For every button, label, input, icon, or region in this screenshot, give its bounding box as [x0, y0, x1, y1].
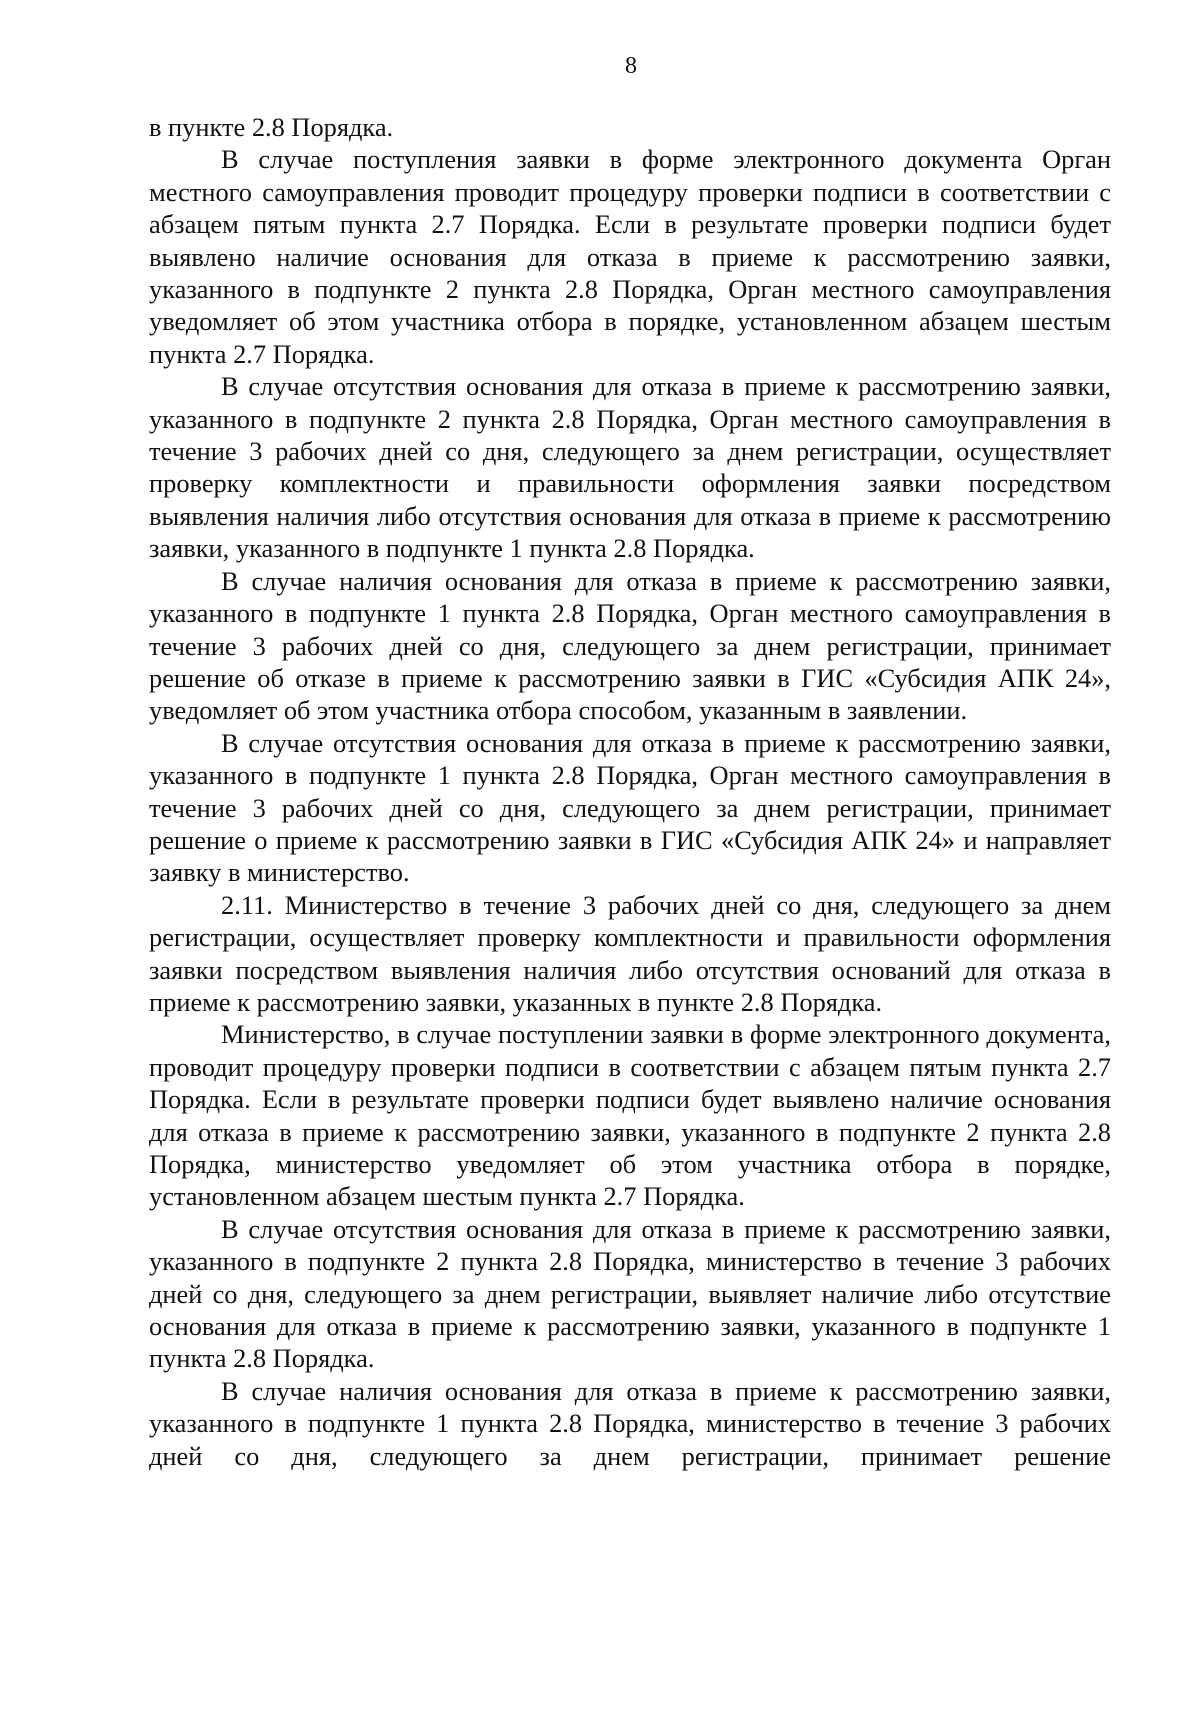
paragraph: В случае отсутствия основания для отказа в приеме к рассмотрению заявки, указанного в подпункте 1 пункта 2.8 Порядка, Орган местного самоуправления в течение 3 рабочих дней со дня, следующего за днем регистрации, принимает решение о приеме к рассмотрению заявки в ГИС «Субсидия АПК 24» и направляет заявку в министерство. [149, 727, 1111, 888]
paragraph: В случае поступления заявки в форме электронного документа Орган местного самоуправления проводит процедуру проверки подписи в соответствии с абзацем пятым пункта 2.7 Порядка. Если в результате проверки подписи будет выявлено наличие основания для отказа в приеме к рассмотрению заявки, указанного в подпункте 2 пункта 2.8 Порядка, Орган местного самоуправления уведомляет об этом участника отбора в порядке, установленном абзацем шестым пункта 2.7 Порядка. [149, 144, 1111, 369]
document-body [149, 111, 1111, 1472]
paragraph-continues-next-page: В случае наличия основания для отказа в приеме к рассмотрению заявки, указанного в подпункте 1 пункта 2.8 Порядка, министерство в течение 3 рабочих дней со дня, следующего за днем регистрации, принимает решение [149, 1375, 1111, 1471]
paragraph: В случае отсутствия основания для отказа в приеме к рассмотрению заявки, указанного в подпункте 2 пункта 2.8 Порядка, министерство в течение 3 рабочих дней со дня, следующего за днем регистрации, выявляет наличие либо отсутствие основания для отказа в приеме к рассмотрению заявки, указанного в подпункте 1 пункта 2.8 Порядка. [149, 1213, 1111, 1374]
paragraph: Министерство, в случае поступлении заявки в форме электронного документа, проводит процедуру проверки подписи в соответствии с абзацем пятым пункта 2.7 Порядка. Если в результате проверки подписи будет выявлено наличие основания для отказа в приеме к рассмотрению заявки, указанного в подпункте 2 пункта 2.8 Порядка, министерство уведомляет об этом участника отбора в порядке, установленном абзацем шестым пункта 2.7 Порядка. [149, 1019, 1111, 1212]
paragraph: В случае наличия основания для отказа в приеме к рассмотрению заявки, указанного в подпункте 1 пункта 2.8 Порядка, Орган местного самоуправления в течение 3 рабочих дней со дня, следующего за днем регистрации, принимает решение об отказе в приеме к рассмотрению заявки в ГИС «Субсидия АПК 24», уведомляет об этом участника отбора способом, указанным в заявлении. [149, 565, 1111, 726]
paragraph-continuation: в пункте 2.8 Порядка. [149, 112, 394, 142]
paragraph-clause-2-11: 2.11. Министерство в течение 3 рабочих дней со дня, следующего за днем регистрации, осуществляет проверку комплектности и правильности оформления заявки посредством выявления наличия либо отсутствия оснований для отказа в приеме к рассмотрению заявки, указанных в пункте 2.8 Порядка. [149, 889, 1111, 1017]
page-number: 8 [625, 53, 637, 79]
paragraph: В случае отсутствия основания для отказа в приеме к рассмотрению заявки, указанного в подпункте 2 пункта 2.8 Порядка, Орган местного самоуправления в течение 3 рабочих дней со дня, следующего за днем регистрации, осуществляет проверку комплектности и правильности оформления заявки посредством выявления наличия либо отсутствия основания для отказа в приеме к рассмотрению заявки, указанного в подпункте 1 пункта 2.8 Порядка. [149, 371, 1111, 564]
